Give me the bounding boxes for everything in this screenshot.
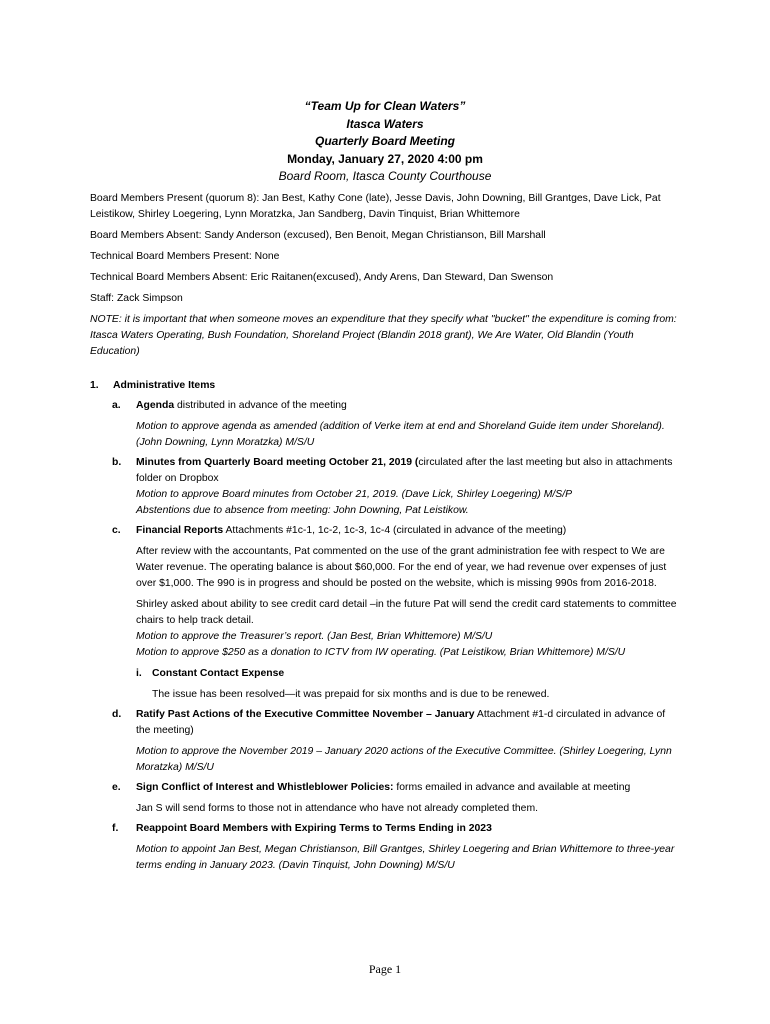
item-text: forms emailed in advance and available at meeting (393, 781, 631, 793)
item-financial-reports (90, 523, 680, 703)
members-present: Board Members Present (quorum 8): Jan Best, Kathy Cone (late), Jesse Davis, John Downing, Bill Grantges, Dave Lick, Pat Leistikow, Shirley Loegering, Lynn Moratzka, Jan Sandberg, Davin Tinquist, Brian Whittemore (90, 192, 661, 220)
page-number: Page 1 (368, 962, 402, 976)
item-title: Ratify Past Actions of the Executive Committee November – January (136, 708, 475, 720)
tech-members-present: Technical Board Members Present: None (90, 250, 280, 262)
motion: Motion to approve Board minutes from October 21, 2019. (Dave Lick, Shirley Loegering) M/S/P (136, 488, 573, 500)
item-title: Sign Conflict of Interest and Whistleblower Policies: (136, 781, 394, 793)
meeting-date: Monday, January 27, 2020 4:00 pm (287, 151, 483, 166)
item-reappoint-members (90, 821, 680, 874)
item-text: Attachments #1c-1, 1c-2, 1c-3, 1c-4 (circulated in advance of the meeting) (223, 524, 567, 536)
subitem-label: i. (136, 667, 142, 679)
item-label: e. (112, 781, 121, 793)
financial-paragraph: After review with the accountants, Pat commented on the use of the grant administration fee with respect to We are Water revenue. The operating balance is about $60,000. For the end of year, we had revenue over expenses of just over $1,000. The 990 is in progress and should be posted on the website, which is missing 990s from 2016-2018. (136, 545, 667, 589)
expenditure-note: NOTE: it is important that when someone moves an expenditure that they specify what "bucket" the expenditure is coming from: Itasca Waters Operating, Bush Foundation, Shoreland Project (Blandin 2018 grant), We Are Water, Old Blandin (Youth Education) (90, 313, 677, 357)
motion: Motion to approve agenda as amended (addition of Verke item at end and Shoreland Guide item under Shoreland). (John Downing, Lynn Moratzka) M/S/U (136, 420, 665, 448)
section-heading (90, 378, 680, 394)
meeting-name: Quarterly Board Meeting (314, 134, 456, 148)
item-label: d. (112, 708, 122, 720)
item-label: a. (112, 399, 121, 411)
item-agenda (90, 398, 680, 451)
subitem-title: Constant Contact Expense (152, 667, 285, 679)
staff: Staff: Zack Simpson (90, 292, 183, 304)
item-paragraph: Jan S will send forms to those not in attendance who have not already completed them. (136, 802, 539, 814)
motion: Motion to appoint Jan Best, Megan Christianson, Bill Grantges, Shirley Loegering and Brian Whittemore to three-year terms ending in January 2023. (Davin Tinquist, John Downing) M/S/U (136, 843, 675, 871)
item-text: distributed in advance of the meeting (174, 399, 347, 411)
subitem-constant-contact (136, 666, 680, 703)
org-name: Itasca Waters (346, 116, 424, 131)
section-title: Administrative Items (113, 379, 216, 391)
abstentions: Abstentions due to absence from meeting: John Downing, Pat Leistikow. (136, 504, 469, 516)
meeting-location: Board Room, Itasca County Courthouse (278, 169, 492, 183)
subitem-text: The issue has been resolved—it was prepaid for six months and is due to be renewed. (152, 688, 550, 700)
motion: Motion to approve the November 2019 – January 2020 actions of the Executive Committee. (Shirley Loegering, Lynn Moratzka) M/S/U (136, 745, 672, 773)
members-absent: Board Members Absent: Sandy Anderson (excused), Ben Benoit, Megan Christianson, Bill Marshall (90, 229, 546, 241)
item-ratify-actions (90, 707, 680, 776)
motion: Motion to approve $250 as a donation to ICTV from IW operating. (Pat Leistikow, Brian Whittemore) M/S/U (136, 646, 626, 658)
credit-card-paragraph: Shirley asked about ability to see credit card detail –in the future Pat will send the credit card statements to committee chairs to help track detail. (136, 598, 677, 626)
item-text: Attachment #1-d circulated in advance of the meeting) (136, 708, 666, 736)
tech-members-absent: Technical Board Members Absent: Eric Raitanen(excused), Andy Arens, Dan Steward, Dan Swenson (90, 271, 554, 283)
item-title: Reappoint Board Members with Expiring Terms to Terms Ending in 2023 (136, 822, 492, 834)
document-body (90, 98, 680, 874)
item-title: Agenda (136, 399, 175, 411)
doc-title: “Team Up for Clean Waters” (304, 99, 466, 113)
item-label: f. (112, 822, 119, 834)
item-title: Minutes from Quarterly Board meeting October 21, 2019 ( (136, 456, 419, 468)
item-label: b. (112, 456, 122, 468)
item-title: Financial Reports (136, 524, 224, 536)
section-number: 1. (90, 379, 99, 391)
item-label: c. (112, 524, 121, 536)
item-sign-policies (90, 780, 680, 817)
motion: Motion to approve the Treasurer’s report. (Jan Best, Brian Whittemore) M/S/U (136, 630, 493, 642)
item-text: circulated after the last meeting but also in attachments folder on Dropbox (136, 456, 673, 484)
item-minutes (90, 455, 680, 519)
